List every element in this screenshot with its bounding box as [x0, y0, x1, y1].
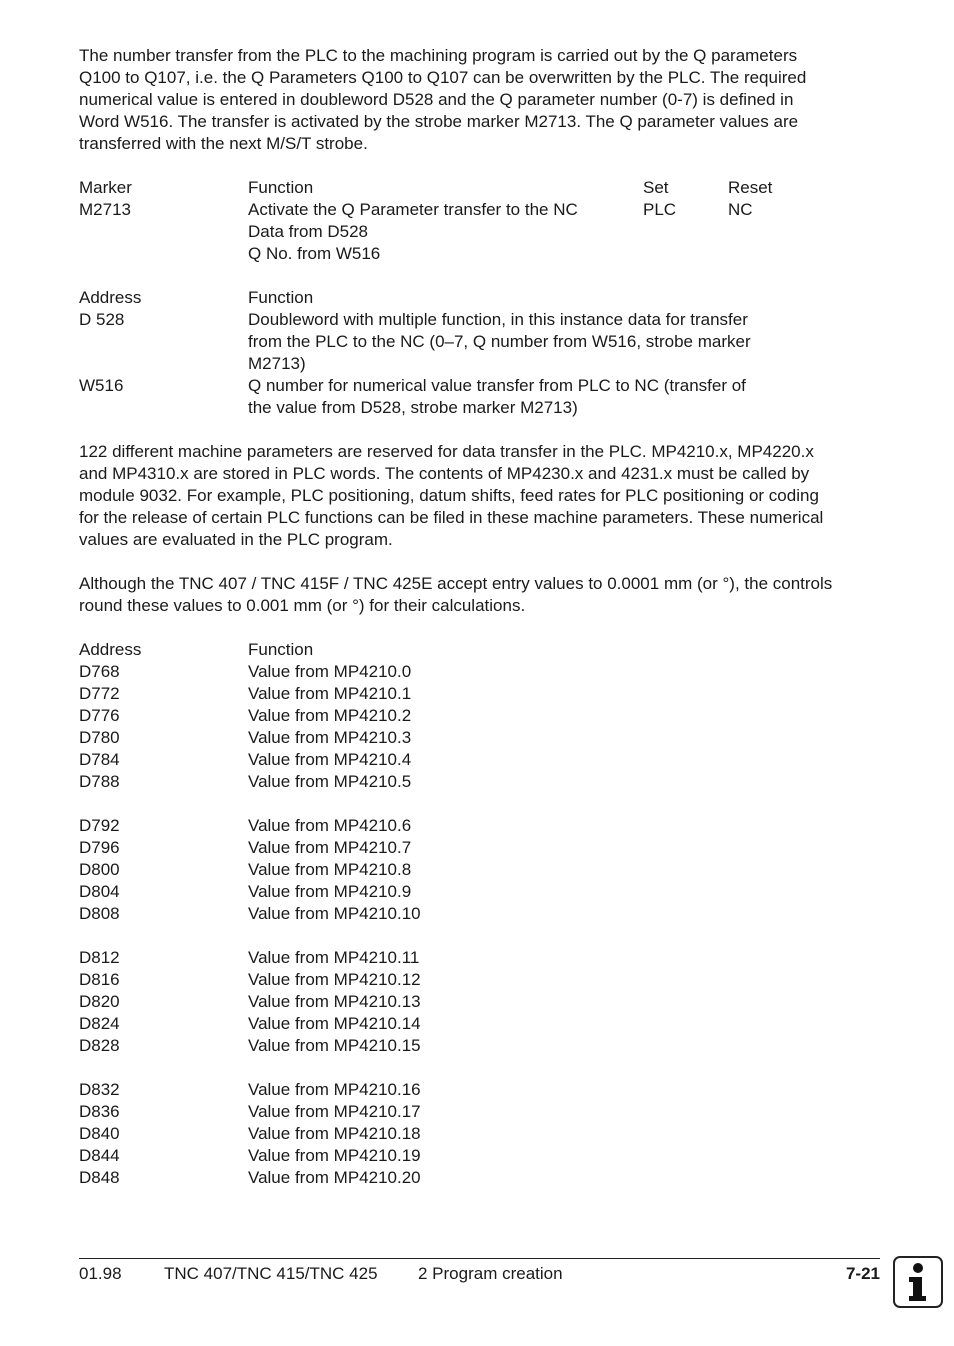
- function-cell: Value from MP4210.5: [248, 772, 412, 791]
- text-line: Q100 to Q107, i.e. the Q Parameters Q100 to Q107 can be overwritten by the PLC. The required: [79, 68, 807, 87]
- function-cell: Value from MP4210.6: [248, 816, 412, 835]
- function-line: the value from D528, strobe marker M2713): [248, 398, 578, 417]
- table-row: [79, 375, 879, 419]
- table-row: [79, 1145, 879, 1167]
- address-group: [79, 1079, 879, 1189]
- address-cell: D820: [79, 992, 120, 1011]
- function-cell: Value from MP4210.9: [248, 882, 412, 901]
- address-cell: D832: [79, 1080, 120, 1099]
- footer-date: 01.98: [79, 1264, 122, 1283]
- header-function: Function: [248, 640, 314, 659]
- info-icon: [893, 1256, 943, 1308]
- table-row: [79, 1035, 879, 1057]
- function-cell: Value from MP4210.19: [248, 1146, 421, 1165]
- address-cell: D836: [79, 1102, 120, 1121]
- address-cell: D804: [79, 882, 120, 901]
- function-cell: Value from MP4210.4: [248, 750, 412, 769]
- marker-table-row: [79, 199, 879, 265]
- table-row: [79, 683, 879, 705]
- function-cell: Value from MP4210.14: [248, 1014, 421, 1033]
- address-cell: D796: [79, 838, 120, 857]
- reset-cell: NC: [728, 200, 753, 219]
- footer-chapter: 2 Program creation: [418, 1264, 563, 1283]
- text-line: transferred with the next M/S/T strobe.: [79, 134, 368, 153]
- address-cell: D 528: [79, 310, 125, 329]
- function-cell: Value from MP4210.20: [248, 1168, 421, 1187]
- function-line: Doubleword with multiple function, in this instance data for transfer: [248, 310, 748, 329]
- table-row: [79, 969, 879, 991]
- address-cell: D824: [79, 1014, 120, 1033]
- header-address: Address: [79, 640, 142, 659]
- header-marker: Marker: [79, 178, 132, 197]
- text-line: and MP4310.x are stored in PLC words. The contents of MP4230.x and 4231.x must be called by: [79, 464, 810, 483]
- page-content: [79, 45, 879, 1189]
- address-cell: D816: [79, 970, 120, 989]
- table-row: [79, 749, 879, 771]
- address-cell: D788: [79, 772, 120, 791]
- table-row: [79, 947, 879, 969]
- function-cell: Value from MP4210.11: [248, 948, 420, 967]
- address-table-2: [79, 639, 879, 1189]
- function-cell: Value from MP4210.17: [248, 1102, 421, 1121]
- address-group: [79, 661, 879, 793]
- address-cell: D772: [79, 684, 120, 703]
- function-line: from the PLC to the NC (0–7, Q number from W516, strobe marker: [248, 332, 751, 351]
- function-cell: Value from MP4210.7: [248, 838, 412, 857]
- marker-cell: M2713: [79, 200, 131, 219]
- address-cell: D840: [79, 1124, 120, 1143]
- footer-row: [79, 1263, 880, 1285]
- intro-paragraph: [79, 45, 879, 155]
- address-cell: D844: [79, 1146, 120, 1165]
- function-line: Q number for numerical value transfer from PLC to NC (transfer of: [248, 376, 746, 395]
- function-line: M2713): [248, 354, 306, 373]
- marker-table: [79, 177, 879, 265]
- table-row: [79, 815, 879, 837]
- address-table-header: [79, 639, 879, 661]
- function-cell: Value from MP4210.1: [248, 684, 412, 703]
- footer-model: TNC 407/TNC 415/TNC 425: [164, 1264, 378, 1283]
- text-line: numerical value is entered in doubleword D528 and the Q parameter number (0-7) is defined in: [79, 90, 794, 109]
- address-cell: D784: [79, 750, 120, 769]
- header-reset: Reset: [728, 178, 773, 197]
- function-cell: Value from MP4210.2: [248, 706, 412, 725]
- function-line: Q No. from W516: [248, 244, 381, 263]
- function-cell: [248, 199, 643, 265]
- text-line: Although the TNC 407 / TNC 415F / TNC 425E accept entry values to 0.0001 mm (or °), the controls: [79, 574, 833, 593]
- function-cell: Value from MP4210.16: [248, 1080, 421, 1099]
- page-footer: [79, 1258, 880, 1283]
- function-line: Activate the Q Parameter transfer to the NC: [248, 200, 578, 219]
- text-line: round these values to 0.001 mm (or °) for their calculations.: [79, 596, 526, 615]
- function-cell: Value from MP4210.12: [248, 970, 421, 989]
- address-cell: D812: [79, 948, 120, 967]
- address-table-header: [79, 287, 879, 309]
- table-row: [79, 991, 879, 1013]
- text-line: for the release of certain PLC functions can be filed in these machine parameters. These numerical: [79, 508, 824, 527]
- table-row: [79, 705, 879, 727]
- table-row: [79, 661, 879, 683]
- text-line: module 9032. For example, PLC positioning, datum shifts, feed rates for PLC positioning or coding: [79, 486, 819, 505]
- address-cell: D808: [79, 904, 120, 923]
- address-cell: D792: [79, 816, 120, 835]
- table-row: [79, 1013, 879, 1035]
- table-row: [79, 1123, 879, 1145]
- address-cell: D848: [79, 1168, 120, 1187]
- address-cell: D780: [79, 728, 120, 747]
- function-cell: Value from MP4210.15: [248, 1036, 421, 1055]
- text-line: values are evaluated in the PLC program.: [79, 530, 393, 549]
- table-row: [79, 837, 879, 859]
- text-line: 122 different machine parameters are reserved for data transfer in the PLC. MP4210.x, MP4220.x: [79, 442, 814, 461]
- function-cell: Value from MP4210.0: [248, 662, 412, 681]
- address-cell: D776: [79, 706, 120, 725]
- table-row: [79, 309, 879, 375]
- table-row: [79, 881, 879, 903]
- function-cell: [248, 309, 751, 375]
- address-table-1: [79, 287, 879, 419]
- header-function: Function: [248, 288, 314, 307]
- function-cell: Value from MP4210.8: [248, 860, 412, 879]
- table-row: [79, 903, 879, 925]
- page-number: 7-21: [845, 1264, 880, 1283]
- header-address: Address: [79, 288, 142, 307]
- machine-parameters-paragraph: [79, 441, 879, 551]
- function-cell: [248, 375, 746, 419]
- header-function: Function: [248, 178, 314, 197]
- address-cell: W516: [79, 376, 124, 395]
- function-cell: Value from MP4210.10: [248, 904, 421, 923]
- table-row: [79, 1167, 879, 1189]
- table-row: [79, 1079, 879, 1101]
- header-set: Set: [643, 178, 669, 197]
- function-cell: Value from MP4210.13: [248, 992, 421, 1011]
- table-row: [79, 1101, 879, 1123]
- address-group: [79, 947, 879, 1057]
- function-cell: Value from MP4210.18: [248, 1124, 421, 1143]
- address-group: [79, 815, 879, 925]
- text-line: The number transfer from the PLC to the machining program is carried out by the Q parameters: [79, 46, 798, 65]
- address-cell: D768: [79, 662, 120, 681]
- table-row: [79, 771, 879, 793]
- function-line: Data from D528: [248, 222, 368, 241]
- marker-table-header: [79, 177, 879, 199]
- set-cell: PLC: [643, 200, 677, 219]
- address-cell: D800: [79, 860, 120, 879]
- table-row: [79, 859, 879, 881]
- address-cell: D828: [79, 1036, 120, 1055]
- text-line: Word W516. The transfer is activated by the strobe marker M2713. The Q parameter values are: [79, 112, 799, 131]
- function-cell: Value from MP4210.3: [248, 728, 412, 747]
- precision-paragraph: [79, 573, 879, 617]
- table-row: [79, 727, 879, 749]
- info-icon-glyph: [895, 1258, 941, 1306]
